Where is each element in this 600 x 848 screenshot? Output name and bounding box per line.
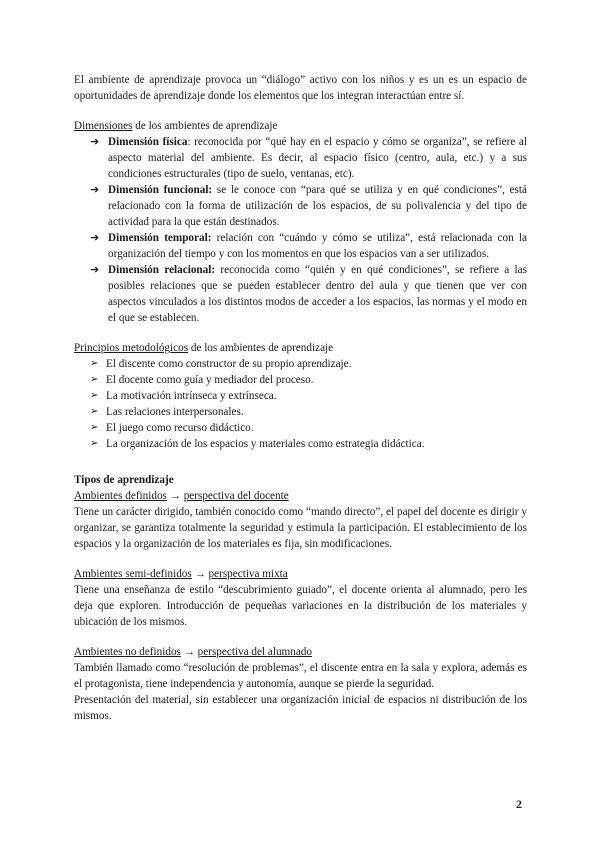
list-item	[82, 420, 527, 436]
list-item	[82, 388, 527, 404]
principios-heading-rest: de los ambientes de aprendizaje	[188, 342, 334, 354]
page-number: 2	[516, 797, 522, 811]
tipo-heading-b: perspectiva del alumnado	[197, 646, 312, 658]
tipo-heading-b: perspectiva mixta	[208, 568, 288, 580]
principios-heading-underlined: Principios metodológicos	[74, 342, 189, 354]
intro-paragraph: El ambiente de aprendizaje provoca un “diálogo” activo con los niños y es un es un espacio de oportunidades de aprendizaje donde los elementos que los integran interactúan entre sí.	[74, 74, 527, 102]
tipos-section	[74, 472, 527, 724]
principio-text: El discente como constructor de su propio aprendizaje.	[106, 358, 352, 370]
triangle-bullet-icon: ➢	[90, 422, 99, 433]
dimension-text: se le conoce con “para qué se utiliza y en qué condiciones”, está relacionado con la forma de utilización de los espacios, de su polivalencia y del tipo de actividad para la que están destinados.	[108, 184, 527, 228]
arrow-bullet-icon: ➔	[90, 183, 100, 196]
list-item	[82, 134, 527, 182]
tipo-heading	[74, 644, 527, 660]
tipo-paragraph: También llamado como “resolución de problemas”, el discente entra en la sala y explora, además es el protagonista, tiene independencia y autonomía, aunque se pierde la seguridad.	[74, 662, 527, 690]
tipo-heading-b: perspectiva del docente	[183, 490, 289, 502]
dimension-term: Dimensión funcional:	[108, 184, 213, 196]
list-item	[82, 436, 527, 452]
principio-text: El juego como recurso didáctico.	[106, 422, 254, 434]
page-content	[74, 72, 527, 724]
list-item	[82, 262, 527, 326]
tipo-heading-a: Ambientes semi-definidos	[74, 568, 192, 580]
tipo-paragraph: Presentación del material, sin establecer una organización inicial de espacios ni distribución de los mismos.	[74, 694, 527, 722]
tipo-heading-a: Ambientes no definidos	[74, 646, 181, 658]
dimensiones-section	[74, 118, 527, 326]
triangle-bullet-icon: ➢	[90, 438, 99, 449]
triangle-bullet-icon: ➢	[90, 374, 99, 385]
dimension-term: Dimensión relacional:	[108, 264, 216, 276]
arrow-icon: →	[191, 568, 209, 580]
tipo-paragraph: Tiene una enseñanza de estilo “descubrimiento guiado”, el docente orienta al alumnado, pero les deja que exploren. Introducción de pequeñas variaciones en la distribución de los materiales y ubicación de los mismos.	[74, 584, 527, 628]
list-item	[82, 182, 527, 230]
principio-text: La organización de los espacios y materiales como estrategia didáctica.	[106, 438, 425, 450]
principio-text: La motivación intrínseca y extrínseca.	[106, 390, 277, 402]
list-item	[82, 404, 527, 420]
list-item	[82, 230, 527, 262]
triangle-bullet-icon: ➢	[90, 358, 99, 369]
list-item	[82, 356, 527, 372]
dimension-text: reconocida como “quién y en qué condiciones”, se refiere a las posibles relaciones que se pueden establecer dentro del aula y que tienen que ver con aspectos vinculados a los distintos modos de acceder a los espacios, las normas y el modo en el que se establecen.	[108, 264, 527, 324]
principios-list	[74, 356, 527, 452]
tipo-heading-a: Ambientes definidos	[74, 490, 167, 502]
tipo-heading	[74, 566, 527, 582]
dimension-term: Dimensión temporal:	[108, 232, 212, 244]
dimensiones-heading	[74, 118, 527, 134]
arrow-bullet-icon: ➔	[90, 135, 100, 148]
triangle-bullet-icon: ➢	[90, 390, 99, 401]
list-item	[82, 372, 527, 388]
arrow-icon: →	[180, 646, 198, 658]
principio-text: Las relaciones interpersonales.	[106, 406, 244, 418]
principio-text: El docente como guía y mediador del proceso.	[106, 374, 314, 386]
dimensiones-heading-rest: de los ambientes de aprendizaje	[132, 120, 278, 132]
tipo-heading	[74, 488, 527, 504]
dimension-text: : reconocida por “qué hay en el espacio y cómo se organiza”, se refiere al aspecto material del ambiente. Es decir, al espacio físico (centro, aula, etc.) y a sus condiciones estructurales (tipo de suelo, ventanas, etc).	[108, 136, 528, 180]
arrow-bullet-icon: ➔	[90, 231, 100, 244]
arrow-bullet-icon: ➔	[90, 263, 100, 276]
principios-section	[74, 340, 527, 452]
tipo-paragraph: Tiene un carácter dirigido, también conocido como “mando directo”, el papel del docente es dirigir y organizar, se garantiza totalmente la seguridad y estimula la participación. El establecimiento de los espacios y la organización de los materiales es fija, sin modificaciones.	[74, 506, 527, 550]
arrow-icon: →	[166, 490, 184, 502]
triangle-bullet-icon: ➢	[90, 406, 99, 417]
tipos-title: Tipos de aprendizaje	[74, 474, 174, 486]
dimension-text: relación con “cuándo y cómo se utiliza”, está relacionada con la organización del tiempo y con los momentos en que los espacios van a ser utilizados.	[108, 232, 527, 260]
dimension-term: Dimensión física	[108, 136, 188, 148]
principios-heading	[74, 340, 527, 356]
dimensiones-heading-underlined: Dimensiones	[74, 120, 133, 132]
dimensiones-list	[74, 134, 527, 326]
